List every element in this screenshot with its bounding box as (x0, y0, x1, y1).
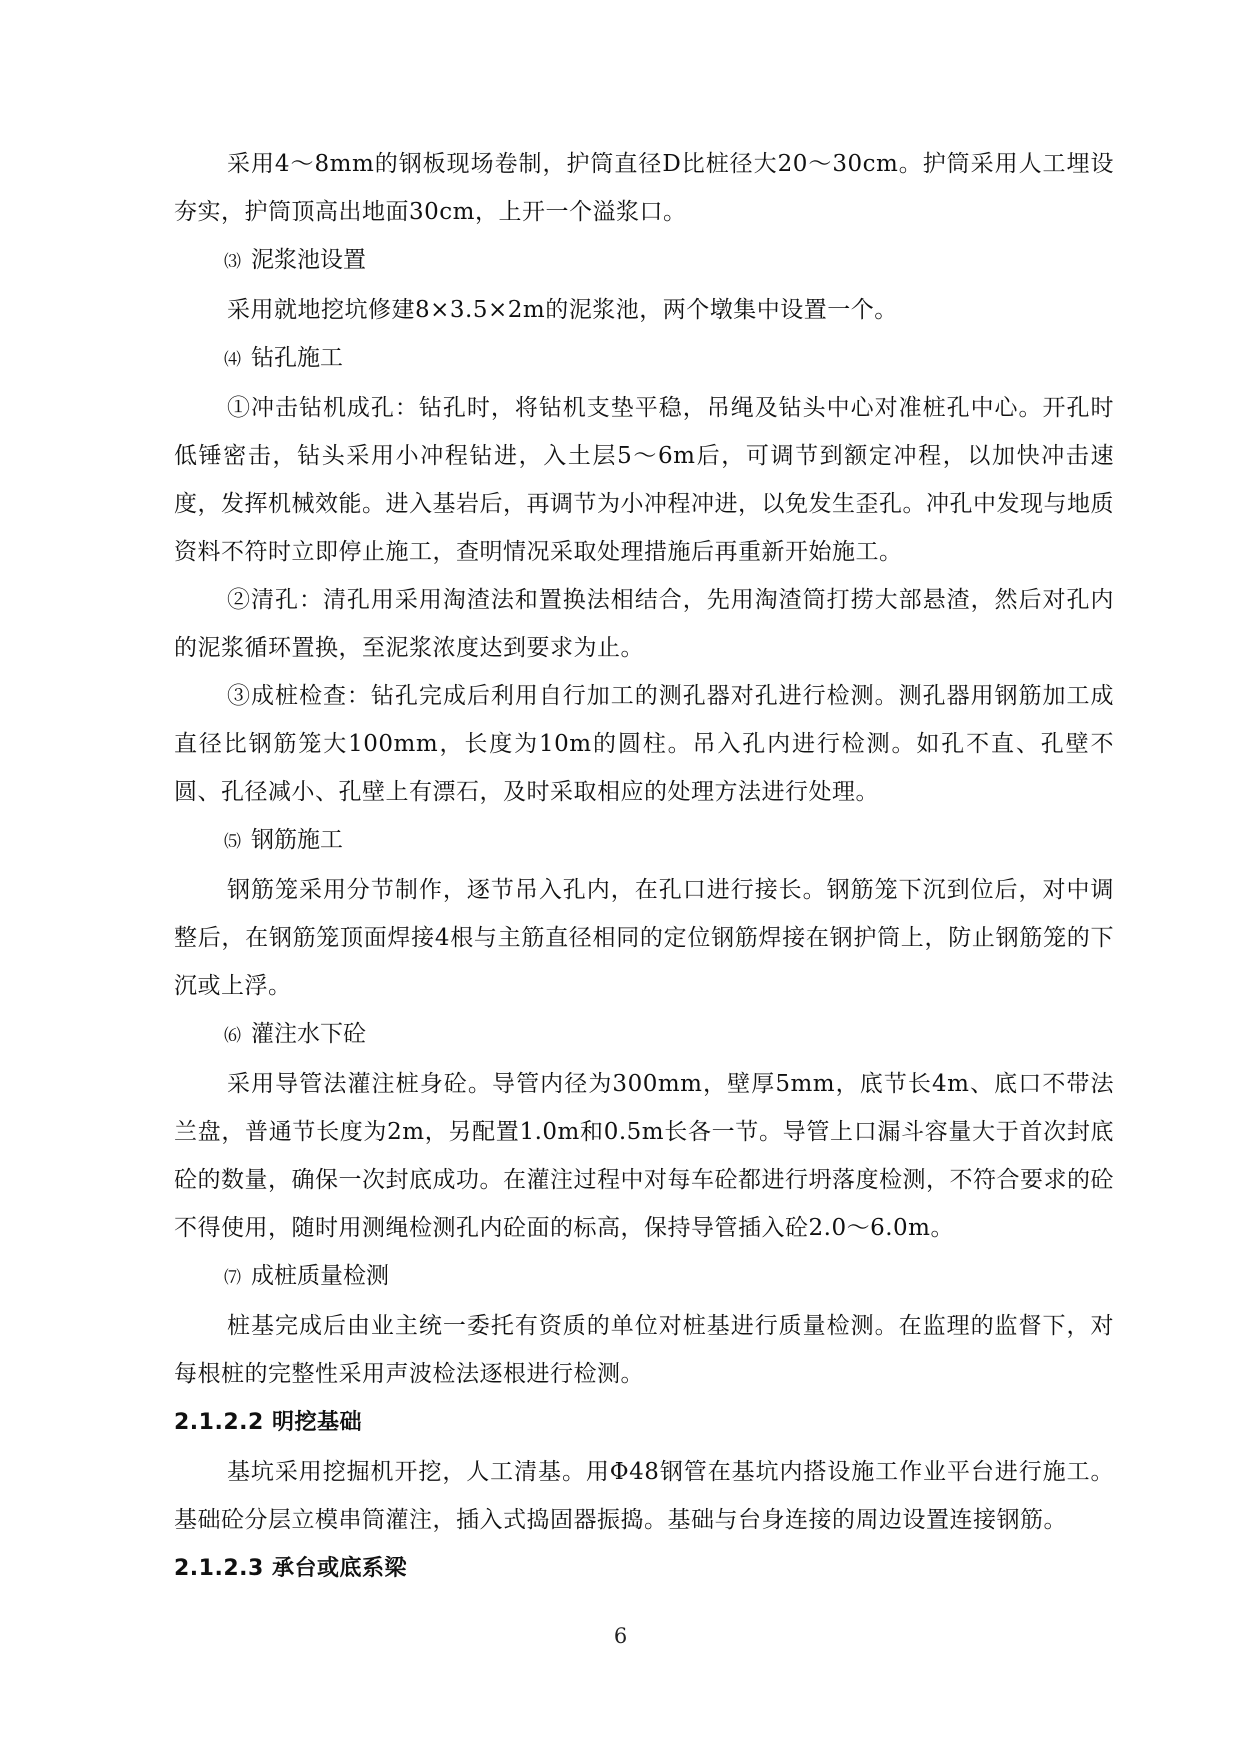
subheading-drilling (174, 334, 1114, 384)
subheading-rebar (174, 816, 1114, 866)
subheading-underwater-concrete (174, 1010, 1114, 1060)
item-number: ⑹ (224, 1026, 241, 1046)
item-number: ⑶ (224, 252, 241, 272)
subheading-text: 泥浆池设置 (251, 247, 366, 273)
paragraph-rebar-cage: 钢筋笼采用分节制作，逐节吊入孔内，在孔口进行接长。钢筋笼下沉到位后，对中调整后，在钢筋笼顶面焊接4根与主筋直径相同的定位钢筋焊接在钢护筒上，防止钢筋笼的下沉或上浮。 (174, 877, 1114, 999)
subheading-text: 灌注水下砼 (251, 1021, 366, 1047)
paragraph-hole-cleaning: ②清孔：清孔用采用淘渣法和置换法相结合，先用淘渣筒打捞大部悬渣，然后对孔内的泥浆循环置换，至泥浆浓度达到要求为止。 (174, 587, 1114, 661)
paragraph-pile-inspection: ③成桩检查：钻孔完成后利用自行加工的测孔器对孔进行检测。测孔器用钢筋加工成直径比钢筋笼大100mm，长度为10m的圆柱。吊入孔内进行检测。如孔不直、孔壁不圆、孔径减小、孔壁上有漂石，及时采取相应的处理方法进行处理。 (174, 683, 1114, 805)
subheading-text: 钻孔施工 (251, 345, 343, 371)
subheading-text: 成桩质量检测 (251, 1263, 389, 1289)
subheading-text: 钢筋施工 (251, 827, 343, 853)
paragraph-mud-pit: 采用就地挖坑修建8×3.5×2m的泥浆池，两个墩集中设置一个。 (227, 297, 898, 323)
section-heading-pile-cap: 2.1.2.3 承台或底系梁 (174, 1556, 407, 1581)
document-body (174, 140, 1114, 1594)
item-number: ⑷ (224, 350, 241, 370)
paragraph-impact-drilling: ①冲击钻机成孔：钻孔时，将钻机支垫平稳，吊绳及钻头中心对准桩孔中心。开孔时低锤密击，钻头采用小冲程钻进，入土层5～6m后，可调节到额定冲程，以加快冲击速度，发挥机械效能。进入基岩后，再调节为小冲程冲进，以免发生歪孔。冲孔中发现与地质资料不符时立即停止施工，查明情况采取处理措施后再重新开始施工。 (174, 395, 1114, 565)
paragraph-casing: 采用4～8mm的钢板现场卷制，护筒直径D比桩径大20～30cm。护筒采用人工埋设夯实，护筒顶高出地面30cm，上开一个溢浆口。 (174, 151, 1114, 225)
section-heading-open-cut-foundation: 2.1.2.2 明挖基础 (174, 1410, 362, 1435)
paragraph-quality-testing: 桩基完成后由业主统一委托有资质的单位对桩基进行质量检测。在监理的监督下，对每根桩的完整性采用声波检法逐根进行检测。 (174, 1313, 1114, 1387)
paragraph-open-cut-foundation: 基坑采用挖掘机开挖，人工清基。用Φ48钢管在基坑内搭设施工作业平台进行施工。基础砼分层立模串筒灌注，插入式捣固器振捣。基础与台身连接的周边设置连接钢筋。 (174, 1459, 1114, 1533)
subheading-quality-testing (174, 1252, 1114, 1302)
paragraph-tremie-method: 采用导管法灌注桩身砼。导管内径为300mm，壁厚5mm，底节长4m、底口不带法兰盘，普通节长度为2m，另配置1.0m和0.5m长各一节。导管上口漏斗容量大于首次封底砼的数量，确保一次封底成功。在灌注过程中对每车砼都进行坍落度检测，不符合要求的砼不得使用，随时用测绳检测孔内砼面的标高，保持导管插入砼2.0～6.0m。 (174, 1071, 1114, 1241)
item-number: ⑺ (224, 1268, 241, 1288)
item-number: ⑸ (224, 832, 241, 852)
page-number: 6 (613, 1624, 628, 1648)
subheading-mud-pit (174, 236, 1114, 286)
